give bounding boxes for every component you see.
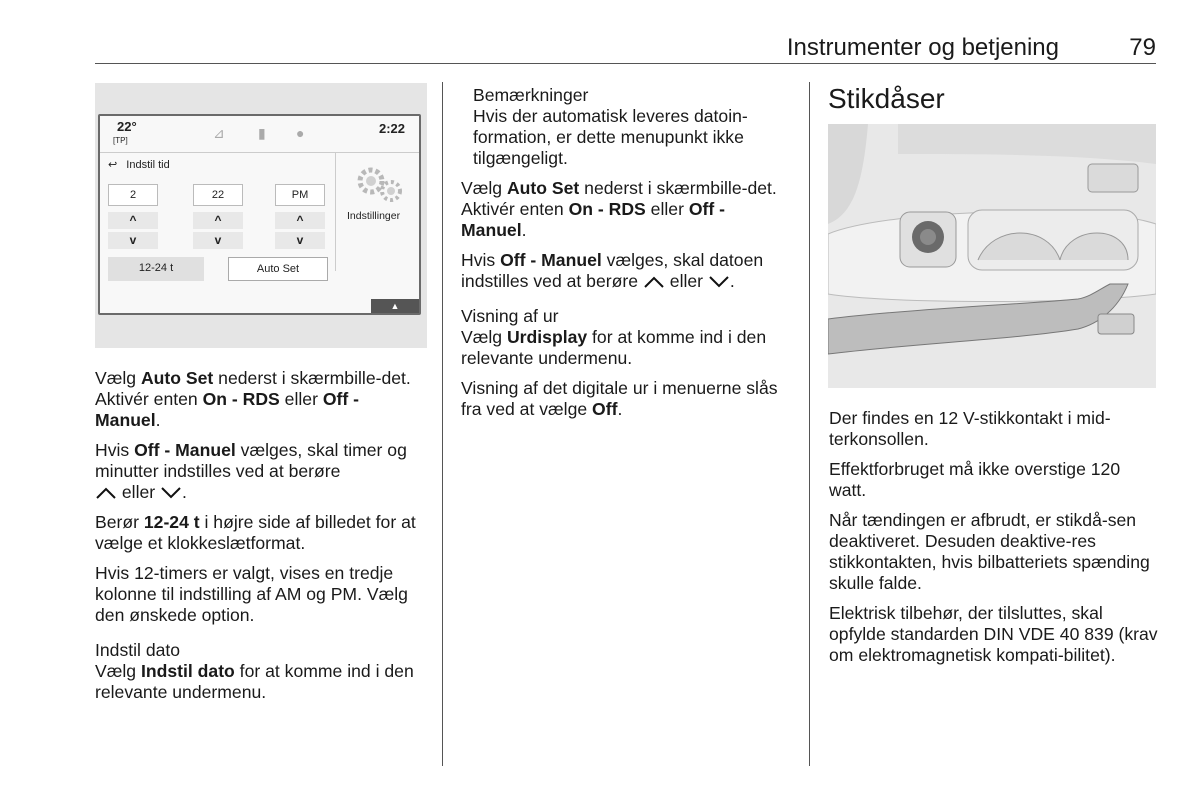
- notes-box: [461, 85, 791, 169]
- center-console-photo: [828, 124, 1156, 388]
- paragraph: Effektforbruget må ikke overstige 120 watt.: [829, 459, 1121, 500]
- page-number: 79: [1129, 34, 1156, 61]
- temperature: 22°: [117, 119, 137, 134]
- display-screen: [98, 114, 421, 315]
- running-header-title: Instrumenter og betjening: [786, 34, 1059, 61]
- status-bar: [100, 116, 419, 153]
- chevron-up-icon: [95, 486, 117, 500]
- format-12-24-button[interactable]: 12-24 t: [108, 257, 204, 281]
- paragraph: Vælg Auto Set nederst i skærmbille-det. Aktivér enten On - RDS eller Off - Manuel.: [461, 178, 777, 240]
- back-label: Indstil tid: [126, 159, 170, 171]
- minute-down-button[interactable]: v: [193, 232, 243, 249]
- ampm-down-button[interactable]: v: [275, 232, 325, 249]
- tp-indicator: [TP]: [113, 136, 128, 145]
- column-divider-2: [809, 82, 810, 766]
- phone-icon: ▮: [258, 125, 266, 141]
- section-title: Stikdåser: [828, 83, 945, 114]
- auto-set-button[interactable]: Auto Set: [228, 257, 328, 281]
- clock: 2:22: [378, 121, 405, 136]
- paragraph: Berør 12-24 t i højre side af billedet for at vælge et klokkeslætformat.: [95, 512, 416, 553]
- middle-column: [461, 85, 791, 429]
- sidebar-divider: [335, 153, 336, 271]
- paragraph: Hvis Off - Manuel vælges, skal datoen indstilles ved at berøre eller .: [461, 250, 764, 291]
- ampm-up-button[interactable]: ^: [275, 212, 325, 229]
- column-divider-1: [442, 82, 443, 766]
- settings-label[interactable]: Indstillinger: [347, 210, 401, 222]
- ampm-field: PM: [275, 184, 325, 206]
- chevron-up-icon: [643, 275, 665, 289]
- paragraph: Vælg Urdisplay for at komme ind i den relevante undermenu.: [461, 327, 767, 368]
- navigation-icon: ⊿: [213, 125, 225, 141]
- paragraph: Visning af det digitale ur i menuerne slås fra ved at vælge Off.: [461, 378, 778, 419]
- minute-up-button[interactable]: ^: [193, 212, 243, 229]
- chevron-down-icon: [708, 275, 730, 289]
- left-column: [95, 368, 425, 712]
- paragraph: Når tændingen er afbrudt, er stikdå-sen deaktiveret. Desuden deaktive-res stikkontakten, hvis bilbatteriets spænding skulle falde.: [829, 510, 1150, 593]
- chevron-down-icon: [160, 486, 182, 500]
- paragraph: Vælg Indstil dato for at komme ind i den relevante undermenu.: [95, 661, 414, 702]
- section-heading: Indstil dato: [95, 640, 181, 660]
- section-heading: Visning af ur: [461, 306, 559, 326]
- back-arrow-icon: ↩: [108, 159, 118, 171]
- paragraph: Hvis Off - Manuel vælges, skal timer og minutter indstilles ved at berøre eller .: [95, 440, 407, 502]
- notes-text: Hvis der automatisk leveres datoin-formation, er dette menupunkt ikke tilgængeligt.: [473, 106, 748, 168]
- paragraph: Der findes en 12 V-stikkontakt i mid-terkonsollen.: [829, 408, 1111, 449]
- scroll-up-tab[interactable]: ▲: [371, 299, 419, 313]
- hour-field: 2: [108, 184, 158, 206]
- info-icon: ●: [296, 125, 305, 141]
- gears-icon[interactable]: [351, 163, 409, 205]
- notes-heading: Bemærkninger: [473, 85, 589, 105]
- header-rule: [95, 63, 1156, 64]
- paragraph: Hvis 12-timers er valgt, vises en tredje kolonne til indstilling af AM og PM. Vælg den ønskede option.: [95, 563, 408, 625]
- hour-down-button[interactable]: v: [108, 232, 158, 249]
- paragraph: Elektrisk tilbehør, der tilsluttes, skal opfylde standarden DIN VDE 40 839 (krav om elektromagnetisk kompati-bilitet).: [829, 603, 1158, 665]
- infotainment-screen-illustration: [95, 83, 427, 348]
- paragraph: Vælg Auto Set nederst i skærmbille-det. Aktivér enten On - RDS eller Off - Manuel.: [95, 368, 411, 430]
- minute-field: 22: [193, 184, 243, 206]
- hour-up-button[interactable]: ^: [108, 212, 158, 229]
- right-column: [829, 408, 1159, 675]
- back-row[interactable]: [108, 158, 170, 171]
